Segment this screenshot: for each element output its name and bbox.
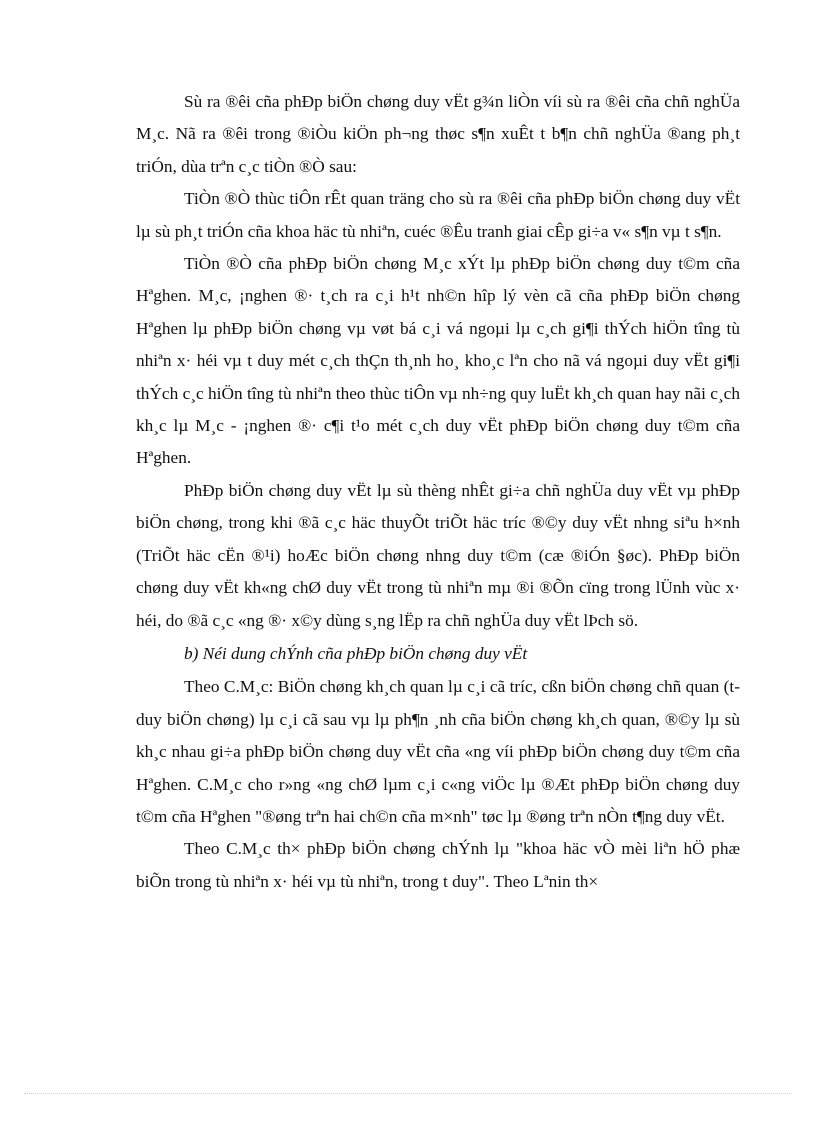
paragraph-2: TiÒn ®Ò thùc tiÔn rÊt quan träng cho sù ra ®êi cña phÐp biÖn chøng duy vËt lµ sù ph¸t triÓn cña khoa häc tù nhiªn, cuéc ®Êu tranh giai cÊp gi÷a v« s¶n vµ t s¶n. (136, 189, 740, 241)
section-heading: b) Néi dung chÝnh cña phÐp biÖn chøng duy vËt (184, 643, 528, 663)
paragraph-3: TiÒn ®Ò cña phÐp biÖn chøng M¸c xÝt lµ phÐp biÖn chøng duy t©m cña Hªghen. M¸c, ¡nghen ®· t¸ch ra c¸i h¹t nh©n hîp lý vèn cã cña phÐp biÖn chøng Hªghen lµ phÐp biÖn chøng vµ vøt bá c¸i vá ngoµi lµ c¸ch gi¶i thÝch hiÖn tîng tù nhiªn x· héi vµ t duy mét c¸ch thÇn th¸nh ho¸ kho¸c lªn cho nã vá ngoµi duy vËt gi¶i thÝch c¸c hiÖn tîng tù nhiªn theo thùc tiÔn vµ nh÷ng quy luËt kh¸ch quan hay nãi c¸ch kh¸c lµ M¸c - ¡nghen ®· c¶i t¹o mét c¸ch duy vËt phÐp biÖn chøng duy t©m cña Hªghen. (136, 254, 740, 468)
paragraph-6: Theo C.M¸c th× phÐp biÖn chøng chÝnh lµ "khoa häc vÒ mèi liªn hÖ phæ biÕn trong tù nhiªn x· héi vµ tù nhiªn, trong t duy". Theo Lªnin th× (136, 839, 740, 891)
paragraph-1: Sù ra ®êi cña phÐp biÖn chøng duy vËt g¾n liÒn víi sù ra ®êi cña chñ nghÜa M¸c. Nã ra ®êi trong ®iÒu kiÖn ph¬ng thøc s¶n xuÊt t b¶n chñ nghÜa ®ang ph¸t triÓn, dùa trªn c¸c tiÒn ®Ò sau: (136, 92, 740, 176)
body-text (136, 86, 740, 898)
paragraph-4: PhÐp biÖn chøng duy vËt lµ sù thèng nhÊt gi÷a chñ nghÜa duy vËt vµ phÐp biÖn chøng, trong khi ®ã c¸c häc thuyÕt triÕt häc tríc ®©y duy vËt nhng siªu h×nh (TriÕt häc cËn ®¹i) hoÆc biÖn chøng nhng duy t©m (cæ ®iÓn §øc). PhÐp biÖn chøng duy vËt kh«ng chØ duy vËt trong tù nhiªn mµ ®i ®Õn cïng trong lÜnh vùc x· héi, do ®ã c¸c «ng ®· x©y dùng s¸ng lËp ra chñ nghÜa duy vËt lÞch sö. (136, 480, 740, 630)
page-bottom-divider (24, 1093, 792, 1094)
paragraph-5: Theo C.M¸c: BiÖn chøng kh¸ch quan lµ c¸i cã tríc, cßn biÖn chøng chñ quan (t duy biÖn chøng) lµ c¸i cã sau vµ lµ ph¶n ¸nh cña biÖn chøng kh¸ch quan, ®©y lµ sù kh¸c nhau gi÷a phÐp biÖn chøng duy vËt cña «ng víi phÐp biÖn chøng duy t©m cña Hªghen. C.M¸c cho r»ng «ng chØ lµm c¸i c«ng viÖc lµ ®Æt phÐp biÖn chøng duy t©m cña Hªghen "®øng trªn hai ch©n cña m×nh" tøc lµ ®øng trªn nÒn t¶ng duy vËt. (136, 677, 740, 826)
